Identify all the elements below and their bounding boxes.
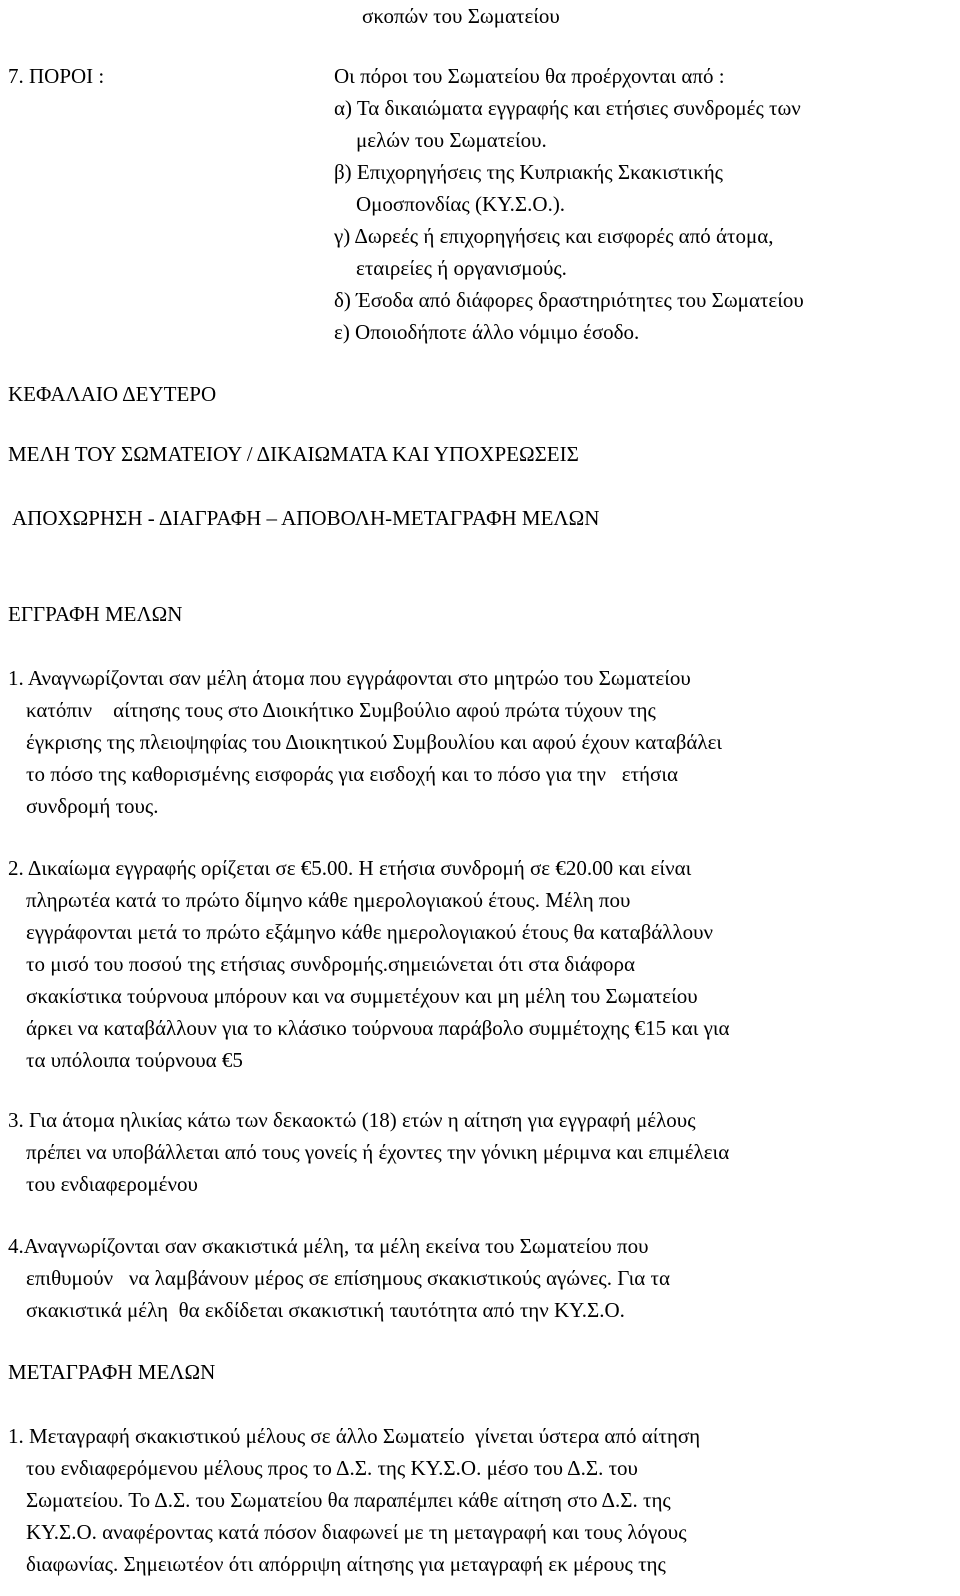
chapter-heading: ΚΕΦΑΛΑΙΟ ΔΕΥΤΕΡΟ (8, 382, 217, 406)
paragraph-1-line: το πόσο της καθορισμένης εισφοράς για εισδοχή και το πόσο για την ετήσια (26, 762, 678, 786)
paragraph-4-line: σκακιστικά μέλη θα εκδίδεται σκακιστική ταυτότητα από την ΚΥ.Σ.Ο. (26, 1298, 625, 1322)
paragraph-2-line: σκακίστικα τούρνουα μπόρουν και να συμμετέχουν και μη μέλη του Σωματείου (26, 984, 698, 1008)
paragraph-2-line: πληρωτέα κατά το πρώτο δίμηνο κάθε ημερολογιακού έτους. Μέλη που (26, 888, 631, 912)
paragraph-1-line: 1. Αναγνωρίζονται σαν μέλη άτομα που εγγράφονται στο μητρώο του Σωματείου (8, 666, 691, 690)
paragraph-2-line: άρκει να καταβάλλουν για το κλάσικο τούρνουα παράβολο συμμέτοχης €15 και για (26, 1016, 730, 1040)
transfer-heading: ΜΕΤΑΓΡΑΦΗ ΜΕΛΩΝ (8, 1360, 216, 1384)
paragraph-4-line: 4.Αναγνωρίζονται σαν σκακιστικά μέλη, τα μέλη εκείνα του Σωματείου που (8, 1234, 649, 1258)
intro-line: σκοπών του Σωματείου (362, 4, 560, 28)
paragraph-2-line: τα υπόλοιπα τούρνουα €5 (26, 1048, 243, 1072)
section-7-item: μελών του Σωματείου. (356, 128, 547, 152)
chapter-subtitle: ΑΠΟΧΩΡΗΣΗ - ΔΙΑΓΡΑΦΗ – ΑΠΟΒΟΛΗ-ΜΕΤΑΓΡΑΦΗ ΜΕΛΩΝ (12, 506, 600, 530)
paragraph-2-line: εγγράφονται μετά το πρώτο εξάμηνο κάθε ημερολογιακού έτους θα καταβάλλουν (26, 920, 714, 944)
paragraph-1-line: συνδρομή τους. (26, 794, 159, 818)
section-7-label: 7. ΠΟΡΟΙ : (8, 64, 105, 88)
paragraph-3-line: του ενδιαφερομένου (26, 1172, 198, 1196)
registration-heading: ΕΓΓΡΑΦΗ ΜΕΛΩΝ (8, 602, 183, 626)
paragraph-1-line: κατόπιν αίτησης τους στο Διοικήτικο Συμβούλιο αφού πρώτα τύχουν της (26, 698, 656, 722)
paragraph-3-line: 3. Για άτομα ηλικίας κάτω των δεκαοκτώ (18) ετών η αίτηση για εγγραφή μέλους (8, 1108, 696, 1132)
section-7-item: Ομοσπονδίας (ΚΥ.Σ.Ο.). (356, 192, 566, 216)
paragraph-2-line: 2. Δικαίωμα εγγραφής ορίζεται σε €5.00. Η ετήσια συνδρομή σε €20.00 και είναι (8, 856, 692, 880)
paragraph-3-line: πρέπει να υποβάλλεται από τους γονείς ή έχοντες την γόνικη μέριμνα και επιμέλεια (26, 1140, 730, 1164)
section-7-item: α) Τα δικαιώματα εγγραφής και ετήσιες συνδρομές των (334, 96, 801, 120)
section-7-item: β) Επιχορηγήσεις της Κυπριακής Σκακιστικής (334, 160, 724, 184)
section-7-item: εταιρείες ή οργανισμούς. (356, 256, 567, 280)
paragraph-5-line: του ενδιαφερόμενου μέλους προς το Δ.Σ. της ΚΥ.Σ.Ο. μέσο του Δ.Σ. του (26, 1456, 638, 1480)
paragraph-5-line: διαφωνίας. Σημειωτέον ότι απόρριψη αίτησης για μεταγραφή εκ μέρους της (26, 1552, 666, 1576)
paragraph-5-line: ΚΥ.Σ.Ο. αναφέροντας κατά πόσον διαφωνεί με τη μεταγραφή και τους λόγους (26, 1520, 687, 1544)
paragraph-2-line: το μισό του ποσού της ετήσιας συνδρομής.σημειώνεται ότι στα διάφορα (26, 952, 635, 976)
paragraph-5-line: Σωματείου. Το Δ.Σ. του Σωματείου θα παραπέμπει κάθε αίτηση στο Δ.Σ. της (26, 1488, 671, 1512)
paragraph-5-line: 1. Μεταγραφή σκακιστικού μέλους σε άλλο Σωματείο γίνεται ύστερα από αίτηση (8, 1424, 701, 1448)
section-7-item: ε) Οποιοδήποτε άλλο νόμιμο έσοδο. (334, 320, 640, 344)
paragraph-4-line: επιθυμούν να λαμβάνουν μέρος σε επίσημους σκακιστικούς αγώνες. Για τα (26, 1266, 670, 1290)
section-7-lead: Οι πόροι του Σωματείου θα προέρχονται από : (334, 64, 725, 88)
section-7-item: δ) Έσοδα από διάφορες δραστηριότητες του Σωματείου (334, 288, 804, 312)
section-7-item: γ) Δωρεές ή επιχορηγήσεις και εισφορές από άτομα, (334, 224, 774, 248)
chapter-subtitle: ΜΕΛΗ ΤΟΥ ΣΩΜΑΤΕΙΟΥ / ΔΙΚΑΙΩΜΑΤΑ ΚΑΙ ΥΠΟΧΡΕΩΣΕΙΣ (8, 442, 579, 466)
paragraph-1-line: έγκρισης της πλειοψηφίας του Διοικητικού Συμβουλίου και αφού έχουν καταβάλει (26, 730, 723, 754)
